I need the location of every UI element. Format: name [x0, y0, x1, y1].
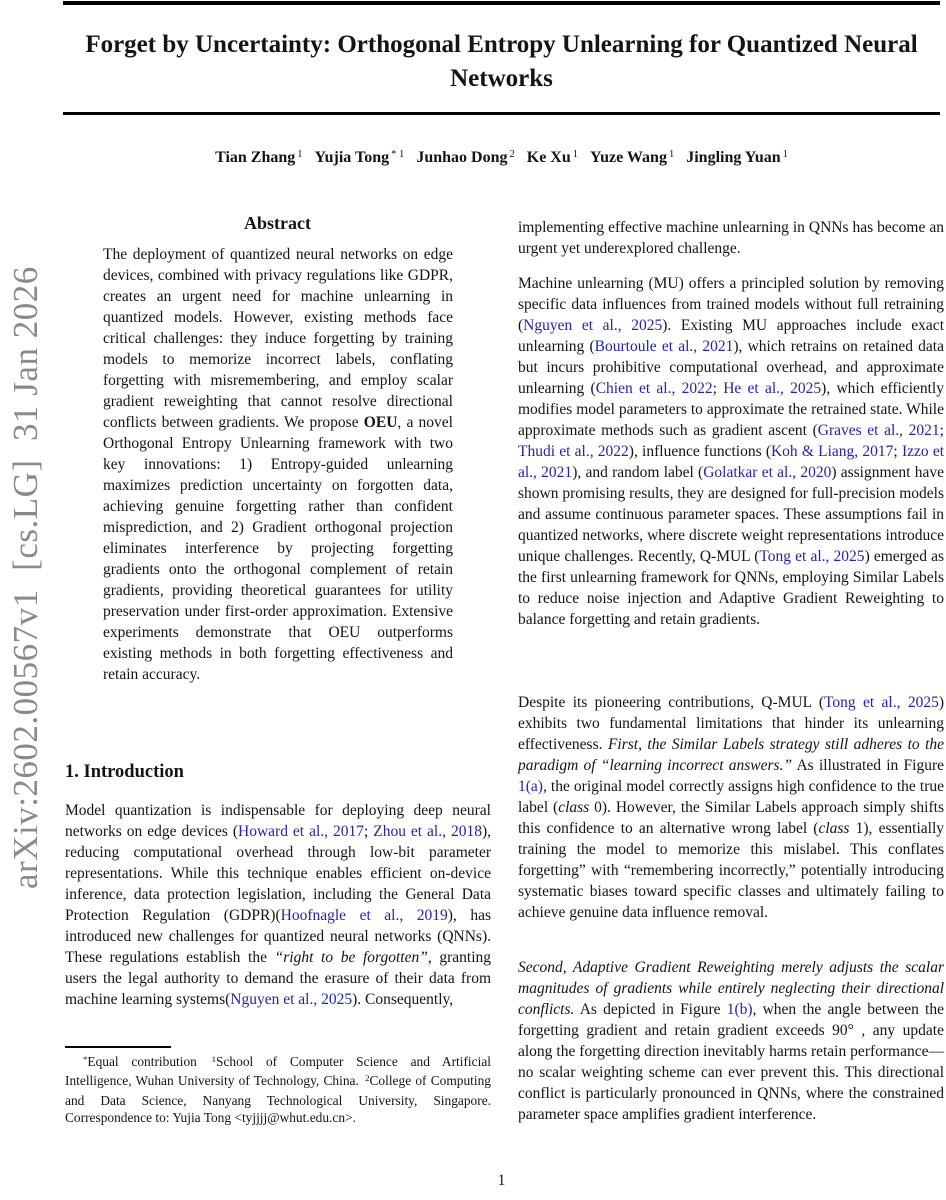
citation-link[interactable]: Tong et al., 2025 [824, 694, 939, 711]
paper-title-line1: Forget by Uncertainty: Orthogonal Entropy Unlearning for Quantized Neural [85, 31, 918, 58]
page-number: 1 [497, 1172, 506, 1189]
abstract-heading: Abstract [244, 213, 311, 233]
intro-paragraph: Model quantization is indispensable for deploying deep neural networks on edge devices (Howard et al., 2017; Zhou et al., 2018), reducing computational overhead through low-bit parameter representations. While this technique enables efficient on-device inference, data protection legislation, including the General Data Protection Regulation (GDPR)(Hoofnagle et al., 2019), has introduced new challenges for quantized neural networks (QNNs). These regulations establish the “right to be forgotten”, granting users the legal authority to demand the erasure of their data from machine learning systems(Nguyen et al., 2025). Consequently, [65, 802, 492, 1008]
citation-link[interactable]: Thudi et al., 2022 [518, 443, 629, 460]
section-heading-introduction: 1. Introduction [65, 762, 184, 782]
citation-link[interactable]: Bourtoule et al., 2021 [594, 338, 734, 355]
citation-link[interactable]: Nguyen et al., 2025 [230, 991, 353, 1008]
right-col-paragraph-2: Machine unlearning (MU) offers a principled solution by removing specific data influences from trained models without full retraining (Nguyen et al., 2025). Existing MU approaches include exact unlearning (Bourtoule et al., 2021), which retrains on retained data but incurs prohibitive computational overhead, and approximate unlearning (Chien et al., 2022; He et al., 2025), which efficiently modifies model parameters to approximate the retrained state. While approximate methods such as gradient ascent (Graves et al., 2021; Thudi et al., 2022), influence functions (Koh & Liang, 2017; Izzo et al., 2021), and random label (Golatkar et al., 2020) assignment have shown promising results, they are designed for full-precision models and assume continuous parameter spaces. These assumptions fail in quantized networks, where discrete weight representations introduce unique challenges. Recently, Q-MUL (Tong et al., 2025) emerged as the first unlearning framework for QNNs, employing Similar Labels to reduce noise injection and Adaptive Gradient Reweighting to balance forgetting and retain gradients. [518, 275, 945, 628]
citation-link[interactable]: Howard et al., 2017 [238, 823, 364, 840]
figure-link[interactable]: 1(b) [726, 1001, 753, 1018]
citation-link[interactable]: Golatkar et al., 2020 [703, 464, 832, 481]
citation-link[interactable]: Chien et al., 2022 [595, 380, 713, 397]
abstract-text: The deployment of quantized neural networks on edge devices, combined with privacy regulations like GDPR, creates an urgent need for machine unlearning in quantized models. However, existing methods face critical challenges: they induce forgetting by training models to memorize incorrect labels, conflating forgetting with misremembering, and employ scalar gradient reweighting that cannot resolve directional conflicts between gradients. We propose OEU, a novel Orthogonal Entropy Unlearning framework with two key innovations: 1) Entropy-guided unlearning maximizes prediction uncertainty on forgotten data, achieving genuine forgetting rather than confident misprediction, and 2) Gradient orthogonal projection eliminates interference by projecting forgetting gradients onto the orthogonal complement of retain gradients, providing theoretical guarantees for utility preservation under first-order approximation. Extensive experiments demonstrate that OEU outperforms existing methods in both forgetting effectiveness and retain accuracy. [103, 246, 453, 683]
citation-link[interactable]: He et al., 2025 [723, 380, 822, 397]
citation-link[interactable]: Koh & Liang, 2017 [770, 443, 894, 460]
arxiv-watermark: arXiv:2602.00567v1 [cs.LG] 31 Jan 2026 [6, 266, 45, 890]
figure-link[interactable]: 1(a) [518, 778, 543, 795]
authors-line: Tian Zhang $^1$ Yujia Tong $^{* 1}$ Junhao Dong $^2$ Ke Xu $^1$ Yuze Wang $^1$ Jingling Yuan $^1$ [215, 149, 788, 166]
title-rule-bottom [63, 112, 940, 115]
right-col-paragraph-3: Despite its pioneering contributions, Q-MUL (Tong et al., 2025) exhibits two fundamental limitations that hinder its unlearning effectiveness. First, the Similar Labels strategy still adheres to the paradigm of “learning incorrect answers.” As illustrated in Figure 1(a), the original model correctly assigns high confidence to the true label (class 0). However, the Similar Labels approach simply shifts this confidence to an alternative wrong label (class 1), essentially training the model to memorize this mislabel. This conflates forgetting” with “remembering incorrectly,” potentially introducing systematic biases toward specific classes and ultimately failing to achieve genuine data influence removal. [518, 694, 945, 921]
right-col-paragraph-1: implementing effective machine unlearning in QNNs has become an urgent yet underexplored challenge. [518, 219, 944, 257]
citation-link[interactable]: Graves et al., 2021 [817, 422, 940, 439]
footnote-text: *Equal contribution $^1$School of Computer Science and Artificial Intelligence, Wuhan University of Technology, China. $^2$College of Computing and Data Science, Nanyang Technological University, Singapore. Correspondence to: Yujia Tong <tyjjjj@whut.edu.cn>. [65, 1054, 491, 1126]
paper-title-line2: Networks [450, 65, 553, 92]
citation-link[interactable]: Hoofnagle et al., 2019 [280, 907, 448, 924]
citation-link[interactable]: Zhou et al., 2018 [373, 823, 482, 840]
citation-link[interactable]: Nguyen et al., 2025 [523, 317, 663, 334]
citation-link[interactable]: Izzo et al., 2021 [518, 443, 945, 481]
right-col-paragraph-4: Second, Adaptive Gradient Reweighting merely adjusts the scalar magnitudes of gradients while entirely neglecting their directional conflicts. As depicted in Figure 1(b), when the angle between the forgetting gradient and retain gradient exceeds 90° , any update along the forgetting direction inevitably harms retain performance—no scalar weighting scheme can ever prevent this. This directional conflict is particularly pronounced in QNNs, where the constrained parameter space amplifies gradient interference. [518, 959, 944, 1123]
title-rule-top [63, 1, 940, 5]
footnote-rule [65, 1046, 171, 1048]
citation-link[interactable]: Tong et al., 2025 [759, 548, 865, 565]
